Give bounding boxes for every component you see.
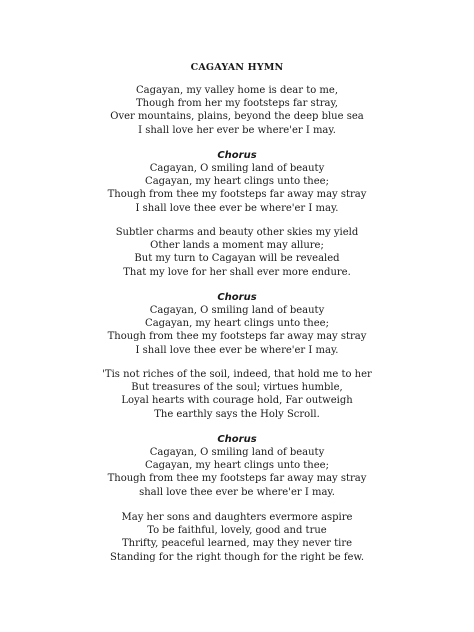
stanza-line: shall love thee ever be where'er I may. xyxy=(139,486,335,498)
stanza-line: Cagayan, O smiling land of beauty xyxy=(149,305,325,316)
stanza-1 xyxy=(0,84,474,137)
stanza-line: Though from thee my footsteps far away may stray xyxy=(107,189,367,201)
stanza-line: That my love for her shall ever more endure. xyxy=(123,266,351,278)
stanza-line: Cagayan, my heart clings unto thee; xyxy=(145,460,329,472)
stanza-4 xyxy=(0,511,474,564)
stanza-line: Loyal hearts with courage hold, Far outweigh xyxy=(121,395,353,407)
stanza-line: Standing for the right though for the right be few. xyxy=(109,551,364,563)
chorus-2 xyxy=(0,291,474,357)
stanza-line: Though from thee my footsteps far away may stray xyxy=(107,473,367,485)
stanza-line: Cagayan, O smiling land of beauty xyxy=(149,447,325,458)
stanza-line: I shall love thee ever be where'er I may. xyxy=(135,344,339,356)
page-title: CAGAYAN HYMN xyxy=(190,62,284,73)
chorus-heading: Chorus xyxy=(217,434,257,445)
stanza-line: I shall love her ever be where'er I may. xyxy=(138,124,336,136)
stanza-line: Cagayan, O smiling land of beauty xyxy=(149,163,325,174)
stanza-line: Though from her my footsteps far stray, xyxy=(136,98,338,110)
stanza-line: Other lands a moment may allure; xyxy=(150,240,324,252)
stanza-line: Cagayan, my heart clings unto thee; xyxy=(145,176,329,188)
stanza-line: The earthly says the Holy Scroll. xyxy=(154,408,320,420)
stanza-line: Over mountains, plains, beyond the deep blue sea xyxy=(110,111,364,123)
chorus-heading: Chorus xyxy=(217,292,257,303)
chorus-3 xyxy=(0,433,474,499)
stanza-line: Subtler charms and beauty other skies my yield xyxy=(115,227,359,238)
stanza-line: Thrifty, peaceful learned, may they never tire xyxy=(121,538,353,550)
stanza-3 xyxy=(0,368,474,421)
stanza-line: But treasures of the soul; virtues humble, xyxy=(131,382,343,394)
stanza-2 xyxy=(0,226,474,279)
stanza-line: May her sons and daughters evermore aspire xyxy=(121,512,353,523)
stanza-line: 'Tis not riches of the soil, indeed, that hold me to her xyxy=(102,369,372,380)
stanza-line: To be faithful, lovely, good and true xyxy=(147,525,327,537)
chorus-1 xyxy=(0,149,474,215)
stanza-line: But my turn to Cagayan will be revealed xyxy=(134,253,340,265)
stanza-line: I shall love thee ever be where'er I may. xyxy=(135,202,339,214)
stanza-line: Though from thee my footsteps far away may stray xyxy=(107,331,367,343)
chorus-heading: Chorus xyxy=(217,150,257,161)
stanza-line: Cagayan, my heart clings unto thee; xyxy=(145,318,329,330)
stanza-line: Cagayan, my valley home is dear to me, xyxy=(135,85,339,96)
